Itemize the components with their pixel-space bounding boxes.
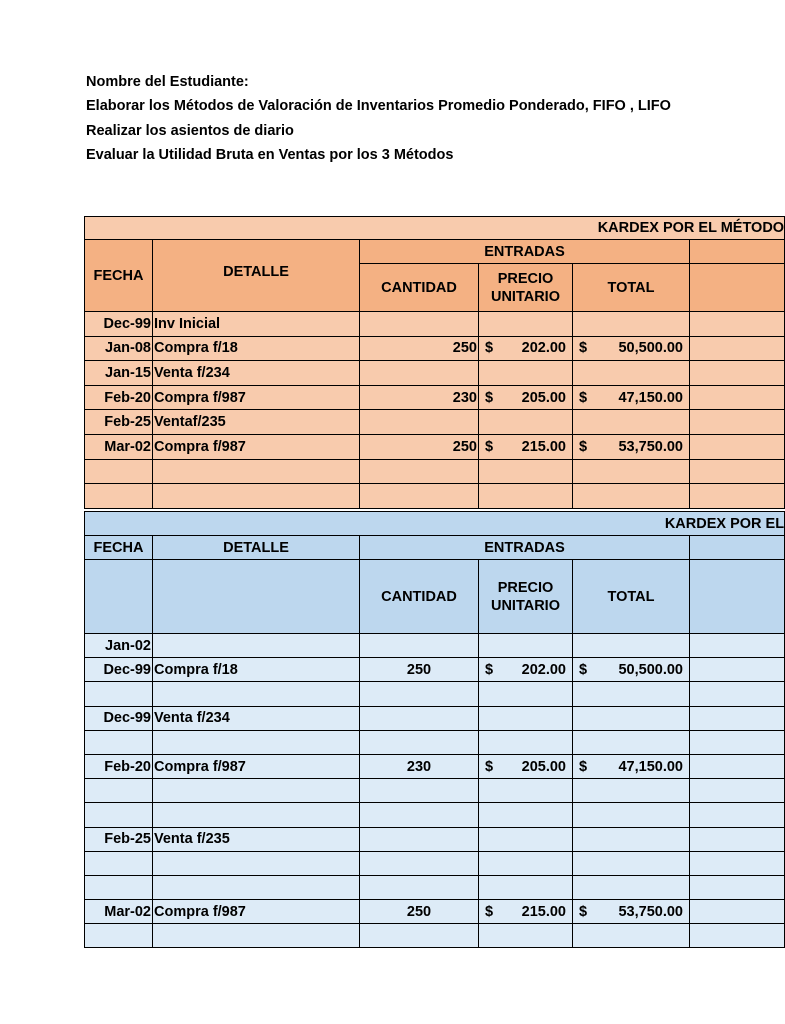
cell-cantidad	[360, 851, 479, 875]
table-row	[85, 875, 785, 899]
cell-extra	[690, 658, 785, 682]
header-entradas: ENTRADAS	[360, 240, 690, 264]
cell-total	[573, 484, 690, 509]
table-row	[85, 900, 785, 924]
cell-fecha	[85, 682, 153, 706]
cell-extra	[690, 900, 785, 924]
header-extra	[690, 536, 785, 560]
cell-precio	[479, 924, 573, 948]
cell-total	[573, 875, 690, 899]
cell-detalle: Venta f/234	[153, 361, 360, 386]
header-extra	[690, 264, 785, 312]
header-detalle-blank	[153, 560, 360, 634]
table-row	[85, 754, 785, 778]
cell-cantidad	[360, 803, 479, 827]
cell-detalle: Compra f/987	[153, 385, 360, 410]
cell-precio	[479, 336, 573, 361]
cell-detalle: Compra f/987	[153, 900, 360, 924]
cell-total	[573, 730, 690, 754]
cell-total	[573, 803, 690, 827]
cell-extra	[690, 851, 785, 875]
header-fecha-blank	[85, 560, 153, 634]
cell-extra	[690, 730, 785, 754]
cell-total	[573, 851, 690, 875]
kardex1-rows	[85, 312, 785, 509]
cell-cantidad	[360, 410, 479, 435]
cell-precio	[479, 875, 573, 899]
cell-extra	[690, 484, 785, 509]
table-row	[85, 730, 785, 754]
header-extra	[690, 560, 785, 634]
cell-detalle	[153, 875, 360, 899]
cell-fecha: Jan-08	[85, 336, 153, 361]
cell-cantidad	[360, 924, 479, 948]
cell-extra	[690, 682, 785, 706]
total-value: 47,150.00	[618, 758, 683, 775]
currency-symbol: $	[579, 389, 588, 406]
kardex-table-2	[84, 511, 785, 948]
cell-fecha	[85, 779, 153, 803]
cell-detalle: Venta f/234	[153, 706, 360, 730]
header-detalle: DETALLE	[153, 240, 360, 312]
cell-cantidad	[360, 827, 479, 851]
cell-extra	[690, 779, 785, 803]
cell-cantidad	[360, 484, 479, 509]
cell-fecha: Feb-20	[85, 754, 153, 778]
cell-fecha	[85, 875, 153, 899]
table-row	[85, 484, 785, 509]
gross-profit-line: Evaluar la Utilidad Bruta en Ventas por los 3 Métodos	[86, 146, 454, 163]
cell-extra	[690, 875, 785, 899]
cell-extra	[690, 459, 785, 484]
cell-precio	[479, 900, 573, 924]
cell-cantidad	[360, 730, 479, 754]
cell-total	[573, 682, 690, 706]
cell-precio	[479, 484, 573, 509]
currency-symbol: $	[485, 758, 494, 775]
header-extra	[690, 240, 785, 264]
currency-symbol: $	[485, 340, 494, 357]
table-row	[85, 361, 785, 386]
cell-total	[573, 754, 690, 778]
currency-symbol: $	[579, 661, 588, 678]
precio-value: 202.00	[521, 661, 566, 678]
cell-precio	[479, 851, 573, 875]
table-row	[85, 312, 785, 337]
header-detalle: DETALLE	[153, 536, 360, 560]
cell-extra	[690, 706, 785, 730]
cell-precio	[479, 682, 573, 706]
header-fecha: FECHA	[85, 240, 153, 312]
currency-symbol: $	[579, 340, 588, 357]
cell-precio	[479, 410, 573, 435]
cell-cantidad: 250	[360, 900, 479, 924]
precio-value: 215.00	[521, 438, 566, 455]
cell-detalle	[153, 459, 360, 484]
cell-precio	[479, 730, 573, 754]
cell-extra	[690, 754, 785, 778]
currency-symbol: $	[485, 903, 494, 920]
cell-detalle: Compra f/987	[153, 434, 360, 459]
cell-detalle: Venta f/235	[153, 827, 360, 851]
total-value: 53,750.00	[618, 903, 683, 920]
cell-precio	[479, 706, 573, 730]
cell-fecha: Mar-02	[85, 900, 153, 924]
cell-fecha: Jan-02	[85, 634, 153, 658]
total-value: 53,750.00	[618, 438, 683, 455]
cell-total	[573, 459, 690, 484]
kardex2-rows	[85, 634, 785, 948]
table-row	[85, 803, 785, 827]
cell-cantidad	[360, 459, 479, 484]
cell-cantidad: 230	[360, 385, 479, 410]
cell-detalle	[153, 779, 360, 803]
header-precio: PRECIO UNITARIO	[479, 560, 573, 634]
precio-value: 202.00	[521, 340, 566, 357]
cell-detalle: Ventaf/235	[153, 410, 360, 435]
table-row	[85, 410, 785, 435]
table-row	[85, 434, 785, 459]
cell-fecha	[85, 924, 153, 948]
header-precio: PRECIO UNITARIO	[479, 264, 573, 312]
table-row	[85, 658, 785, 682]
cell-fecha: Dec-99	[85, 706, 153, 730]
cell-detalle: Compra f/987	[153, 754, 360, 778]
cell-precio	[479, 779, 573, 803]
cell-fecha	[85, 851, 153, 875]
cell-fecha	[85, 484, 153, 509]
cell-detalle	[153, 730, 360, 754]
cell-detalle: Inv Inicial	[153, 312, 360, 337]
cell-cantidad: 250	[360, 658, 479, 682]
kardex2-title: KARDEX POR EL	[85, 512, 785, 536]
table-row	[85, 706, 785, 730]
header-total: TOTAL	[573, 560, 690, 634]
cell-detalle	[153, 803, 360, 827]
cell-fecha: Feb-25	[85, 410, 153, 435]
table-row	[85, 385, 785, 410]
cell-extra	[690, 434, 785, 459]
precio-value: 205.00	[521, 389, 566, 406]
cell-detalle: Compra f/18	[153, 336, 360, 361]
cell-fecha: Feb-25	[85, 827, 153, 851]
cell-precio	[479, 385, 573, 410]
student-name-line: Nombre del Estudiante:	[86, 74, 249, 90]
cell-extra	[690, 803, 785, 827]
cell-fecha	[85, 730, 153, 754]
header-fecha: FECHA	[85, 536, 153, 560]
cell-fecha: Dec-99	[85, 658, 153, 682]
table-row	[85, 336, 785, 361]
total-value: 50,500.00	[618, 340, 683, 357]
cell-fecha: Mar-02	[85, 434, 153, 459]
cell-detalle: Compra f/18	[153, 658, 360, 682]
precio-value: 205.00	[521, 758, 566, 775]
currency-symbol: $	[579, 438, 588, 455]
cell-extra	[690, 385, 785, 410]
header-total: TOTAL	[573, 264, 690, 312]
cell-precio	[479, 754, 573, 778]
cell-total	[573, 312, 690, 337]
cell-detalle	[153, 484, 360, 509]
cell-total	[573, 924, 690, 948]
precio-value: 215.00	[521, 903, 566, 920]
cell-cantidad: 250	[360, 336, 479, 361]
cell-cantidad	[360, 634, 479, 658]
cell-detalle	[153, 634, 360, 658]
cell-precio	[479, 312, 573, 337]
currency-symbol: $	[485, 438, 494, 455]
table-row	[85, 459, 785, 484]
header-cantidad: CANTIDAD	[360, 560, 479, 634]
cell-fecha: Jan-15	[85, 361, 153, 386]
cell-precio	[479, 434, 573, 459]
cell-total	[573, 336, 690, 361]
cell-extra	[690, 924, 785, 948]
cell-cantidad: 230	[360, 754, 479, 778]
kardex1-title: KARDEX POR EL MÉTODO	[85, 217, 785, 240]
cell-cantidad	[360, 361, 479, 386]
cell-extra	[690, 410, 785, 435]
cell-extra	[690, 634, 785, 658]
table-row	[85, 827, 785, 851]
cell-cantidad	[360, 779, 479, 803]
cell-cantidad	[360, 706, 479, 730]
cell-total	[573, 900, 690, 924]
cell-detalle	[153, 851, 360, 875]
table-row	[85, 634, 785, 658]
cell-cantidad	[360, 682, 479, 706]
cell-fecha	[85, 803, 153, 827]
cell-total	[573, 361, 690, 386]
cell-extra	[690, 336, 785, 361]
cell-fecha	[85, 459, 153, 484]
cell-precio	[479, 827, 573, 851]
table-row	[85, 682, 785, 706]
cell-cantidad: 250	[360, 434, 479, 459]
cell-precio	[479, 459, 573, 484]
cell-cantidad	[360, 875, 479, 899]
cell-cantidad	[360, 312, 479, 337]
currency-symbol: $	[485, 389, 494, 406]
cell-detalle	[153, 682, 360, 706]
cell-precio	[479, 634, 573, 658]
cell-total	[573, 634, 690, 658]
cell-extra	[690, 827, 785, 851]
currency-symbol: $	[579, 758, 588, 775]
cell-total	[573, 779, 690, 803]
table-row	[85, 924, 785, 948]
header-cantidad: CANTIDAD	[360, 264, 479, 312]
cell-total	[573, 706, 690, 730]
header-entradas: ENTRADAS	[360, 536, 690, 560]
cell-total	[573, 385, 690, 410]
cell-precio	[479, 658, 573, 682]
cell-precio	[479, 803, 573, 827]
cell-extra	[690, 312, 785, 337]
cell-detalle	[153, 924, 360, 948]
table-row	[85, 779, 785, 803]
cell-total	[573, 410, 690, 435]
currency-symbol: $	[485, 661, 494, 678]
kardex-table-1	[84, 216, 785, 509]
cell-total	[573, 658, 690, 682]
journal-entries-line: Realizar los asientos de diario	[86, 122, 294, 139]
cell-total	[573, 827, 690, 851]
cell-fecha: Feb-20	[85, 385, 153, 410]
cell-extra	[690, 361, 785, 386]
assignment-line: Elaborar los Métodos de Valoración de Inventarios Promedio Ponderado, FIFO , LIFO	[86, 98, 671, 115]
table-row	[85, 851, 785, 875]
cell-total	[573, 434, 690, 459]
currency-symbol: $	[579, 903, 588, 920]
total-value: 47,150.00	[618, 389, 683, 406]
total-value: 50,500.00	[618, 661, 683, 678]
cell-precio	[479, 361, 573, 386]
cell-fecha: Dec-99	[85, 312, 153, 337]
